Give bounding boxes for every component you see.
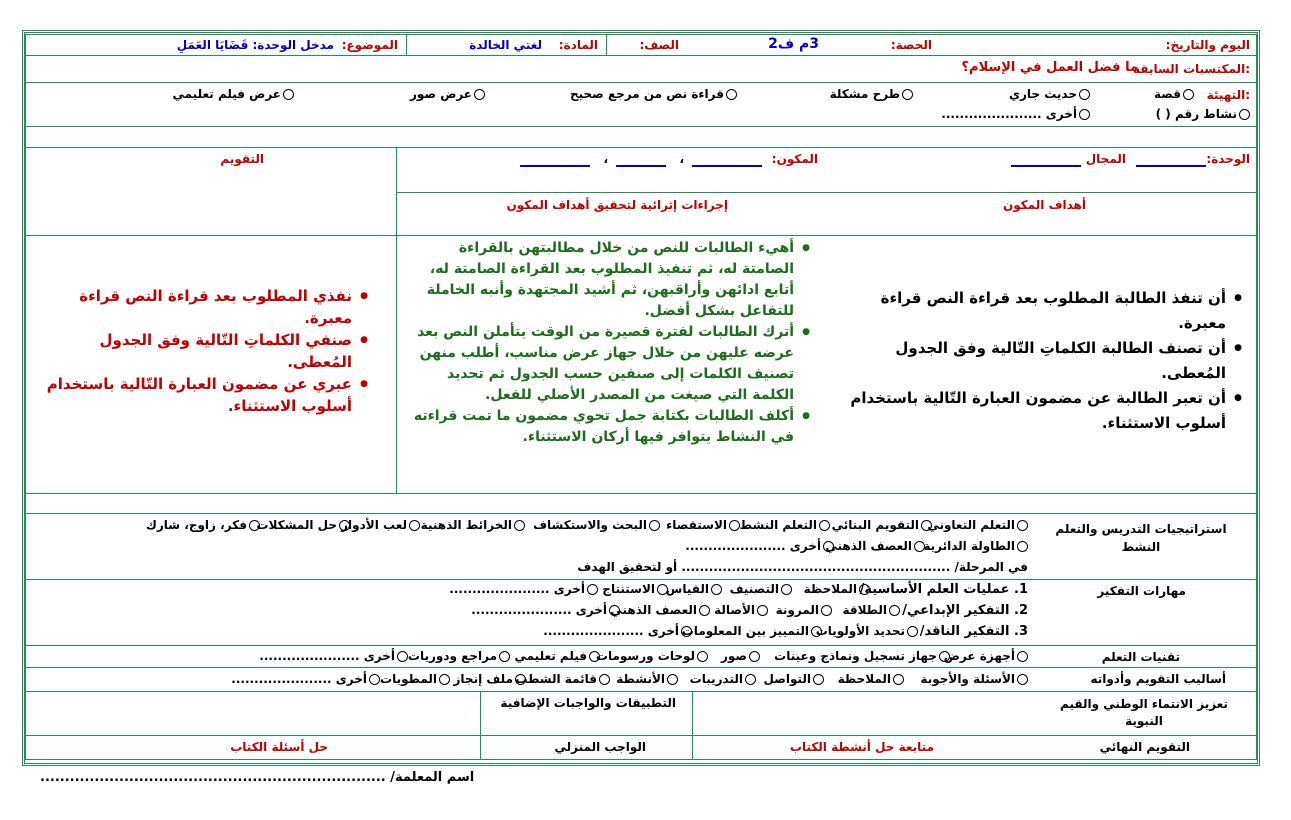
prior-row bbox=[25, 56, 1257, 83]
radio-icon bbox=[889, 605, 900, 616]
warmup-option-problem[interactable]: طرح مشكلة bbox=[830, 87, 913, 101]
thinking-l2-other[interactable]: أخرى ...................... bbox=[471, 603, 620, 617]
values-row bbox=[25, 692, 1257, 736]
radio-icon bbox=[249, 520, 260, 531]
radio-icon bbox=[921, 520, 932, 531]
procedure-item: ● أهيء الطالبات للنص من خلال مطالبتهن بالقراءة الصامتة له، ثم تنفيذ المطلوب بعد القراءة الصامتة له، أتابع ادائهن وأراقبهن، ثم أشيد المجتهدة وأنبه الخاملة للتفاعل بشكل أفضل. bbox=[404, 238, 794, 322]
thinking-options-cell bbox=[24, 580, 1030, 645]
component-blank-1[interactable] bbox=[692, 152, 762, 171]
procedure-item: ● أترك الطالبات لفترة قصيرة من الوقت يتأملن النص بعد عرضه عليهن من خلال جهاز عرض مناسب، أطلب منهن تصنيف الكلمات إلى صنفين حسب الجدول ثم تحديد الكلمة التي صيغت من المصدر الأصلي للفعل. bbox=[404, 322, 794, 406]
radio-icon bbox=[914, 541, 925, 552]
component-subhead-divider bbox=[397, 192, 826, 193]
assessment-row bbox=[25, 668, 1257, 692]
tech-film[interactable]: فيلم تعليمي bbox=[514, 649, 600, 663]
strategy-think-pair-share[interactable]: فكر، زاوج، شارك bbox=[146, 518, 260, 532]
teacher-name-line[interactable]: اسم المعلمة/ ...................................................................... bbox=[40, 770, 475, 785]
thinking-classify[interactable]: التصنيف bbox=[730, 582, 792, 596]
evaluation-head-cell bbox=[24, 148, 396, 235]
strategies-label: استراتيجيات التدريس والتعلم النشط bbox=[1055, 522, 1227, 554]
day-date-cell[interactable] bbox=[934, 35, 1256, 55]
warmup-option-film[interactable]: عرض فيلم تعليمي bbox=[173, 87, 295, 101]
strategies-row bbox=[25, 514, 1257, 580]
assessment-label-cell bbox=[1030, 668, 1256, 691]
thinking-l1-head: 1. عمليات العلم الأساسية/ bbox=[859, 582, 1028, 597]
evaluation-item: ● عبري عن مضمون العبارة التّالية باستخدام أسلوب الاستثناء. bbox=[32, 373, 352, 417]
assess-brochures[interactable]: المطويات bbox=[380, 672, 450, 686]
tech-boards[interactable]: لوحات ورسومات bbox=[596, 649, 708, 663]
techniques-options-cell bbox=[24, 646, 1030, 667]
values-label: تعزيز الانتماء الوطني والقيم النبوية bbox=[1060, 697, 1228, 728]
radio-icon bbox=[1017, 541, 1028, 552]
values-label-cell bbox=[1030, 692, 1256, 735]
warmup-label: التهيئة: bbox=[1206, 88, 1250, 102]
radio-icon bbox=[609, 605, 620, 616]
applications-label: التطبيقات والواجبات الإضافية bbox=[500, 696, 676, 710]
radio-icon bbox=[726, 89, 737, 100]
radio-icon bbox=[369, 674, 380, 685]
topic-cell[interactable] bbox=[24, 35, 406, 55]
unit-subhead-divider bbox=[826, 192, 1256, 193]
strategies-label-cell bbox=[1030, 514, 1256, 579]
applications-input-cell[interactable] bbox=[24, 692, 480, 735]
thinking-priorities[interactable]: تحديد الأولويات bbox=[816, 624, 918, 638]
unit-row bbox=[25, 148, 1257, 236]
class-label: الصف: bbox=[639, 38, 679, 52]
assess-other[interactable]: أخرى ...................... bbox=[231, 672, 380, 686]
period-cell[interactable] bbox=[829, 35, 934, 55]
thinking-row bbox=[25, 580, 1257, 646]
radio-icon bbox=[589, 651, 600, 662]
radio-icon bbox=[1239, 109, 1250, 120]
thinking-l3-head: 3. التفكير الناقد/ bbox=[919, 624, 1028, 639]
radio-icon bbox=[902, 89, 913, 100]
radio-icon bbox=[819, 520, 830, 531]
radio-icon bbox=[907, 626, 918, 637]
radio-icon bbox=[859, 584, 870, 595]
thinking-measure[interactable]: القياس bbox=[666, 582, 722, 596]
radio-icon bbox=[745, 674, 756, 685]
assess-checklist[interactable]: قائمة الشطب bbox=[515, 672, 610, 686]
radio-icon bbox=[749, 651, 760, 662]
assess-communication[interactable]: التواصل bbox=[764, 672, 824, 686]
evaluation-item: ● نفذي المطلوب بعد قراءة النص قراءة معبرة. bbox=[32, 285, 352, 329]
radio-icon bbox=[893, 674, 904, 685]
radio-icon bbox=[1017, 674, 1028, 685]
goals-list bbox=[836, 286, 1244, 436]
homework-label: الواجب المنزلي bbox=[554, 740, 646, 754]
class-value: 3م ف2 bbox=[768, 36, 819, 52]
goal-item: ● أن تنفذ الطالبة المطلوب بعد قراءة النص قراءة معبرة. bbox=[836, 286, 1226, 336]
radio-icon bbox=[1017, 651, 1028, 662]
thinking-fluency[interactable]: الطلاقة bbox=[842, 603, 900, 617]
strategy-brainstorm[interactable]: العصف الذهني bbox=[825, 539, 925, 553]
day-date-label: اليوم والتاريخ: bbox=[1165, 38, 1250, 52]
assess-activities[interactable]: الأنشطة bbox=[616, 672, 678, 686]
radio-icon bbox=[1079, 89, 1090, 100]
radio-icon bbox=[939, 651, 950, 662]
subject-cell[interactable] bbox=[406, 35, 606, 55]
final-row bbox=[25, 736, 1257, 760]
warmup-option-activity[interactable]: نشاط رقم ( ) bbox=[1156, 107, 1250, 121]
procedure-item: ● أكلف الطالبات بكتابة جمل تحوي مضمون ما تمت قراءته في النشاط يتوافر فيها أركان الاستثناء. bbox=[404, 406, 794, 448]
final-eval-cell bbox=[1030, 736, 1256, 759]
radio-icon bbox=[681, 626, 692, 637]
component-blank-2[interactable] bbox=[616, 152, 666, 171]
header-row bbox=[25, 34, 1257, 56]
radio-icon bbox=[697, 651, 708, 662]
procedures-cell bbox=[396, 236, 826, 493]
strategy-cooperative[interactable]: التعلم التعاوني bbox=[927, 518, 1028, 532]
assess-qa[interactable]: الأسئلة والأجوبة bbox=[920, 672, 1028, 686]
radio-icon bbox=[1017, 520, 1028, 531]
strategy-stage-line[interactable]: في المرحلة/ ........................................................... أو لتحقيق الهدف bbox=[577, 560, 1028, 574]
thinking-l2-head: 2. التفكير الإبداعي/ bbox=[902, 603, 1028, 618]
goal-item: ● أن تعبر الطالبة عن مضمون العبارة التّالية باستخدام أسلوب الاستثناء. bbox=[836, 386, 1226, 436]
techniques-label-cell bbox=[1030, 646, 1256, 667]
procedures-subhead: إجراءات إثرائية لتحقيق أهداف المكون bbox=[506, 198, 728, 212]
radio-icon bbox=[1183, 89, 1194, 100]
field-blank[interactable] bbox=[1011, 152, 1081, 171]
assess-exercises[interactable]: التدريبات bbox=[690, 672, 756, 686]
radio-icon bbox=[515, 674, 526, 685]
spacer-row bbox=[25, 127, 1257, 148]
strategy-problem-solving[interactable]: حل المشكلات bbox=[256, 518, 350, 532]
component-cell bbox=[396, 148, 826, 235]
subject-value: لغتي الخالدة bbox=[469, 38, 542, 52]
thinking-brainstorm[interactable]: العصف الذهني bbox=[610, 603, 710, 617]
strategies-options-cell bbox=[24, 514, 1030, 579]
unit-label: الوحدة: bbox=[1206, 152, 1250, 166]
goals-subhead: أهداف المكون bbox=[1002, 198, 1086, 212]
component-label: المكون: bbox=[771, 152, 818, 166]
techniques-label: تقنيات التعلم bbox=[1101, 650, 1180, 664]
assess-observation[interactable]: الملاحظة bbox=[838, 672, 904, 686]
spacer-row-2 bbox=[25, 494, 1257, 514]
assessment-options-cell bbox=[24, 668, 1030, 691]
strategy-roundtable[interactable]: الطاولة الدائرية bbox=[923, 539, 1028, 553]
strategy-formative[interactable]: التقويم البنائي bbox=[832, 518, 932, 532]
radio-icon bbox=[339, 520, 350, 531]
tech-projectors[interactable]: أجهزة عرض bbox=[944, 649, 1028, 663]
thinking-flexibility[interactable]: المرونة bbox=[776, 603, 832, 617]
warmup-option-reading[interactable]: قراءة نص من مرجع صحيح bbox=[570, 87, 737, 101]
follow-cell bbox=[692, 736, 1030, 759]
thinking-distinguish[interactable]: التمييز بين المعلومات bbox=[682, 624, 822, 638]
subject-label: المادة: bbox=[558, 38, 598, 52]
strategy-inquiry[interactable]: الاستقصاء bbox=[666, 518, 740, 532]
warmup-row bbox=[25, 83, 1257, 127]
goals-cell bbox=[826, 236, 1256, 493]
radio-icon bbox=[729, 520, 740, 531]
thinking-observe[interactable]: الملاحظة bbox=[804, 582, 870, 596]
warmup-option-story[interactable]: قصة bbox=[1154, 87, 1194, 101]
radio-icon bbox=[587, 584, 598, 595]
radio-icon bbox=[699, 605, 710, 616]
class-cell[interactable] bbox=[606, 35, 829, 55]
warmup-option-other[interactable]: أخرى ...................... bbox=[941, 107, 1090, 121]
radio-icon bbox=[1079, 109, 1090, 120]
radio-icon bbox=[757, 605, 768, 616]
evaluation-cell bbox=[24, 236, 396, 493]
field-label: المجال bbox=[1085, 152, 1126, 166]
radio-icon bbox=[813, 674, 824, 685]
thinking-l3-other[interactable]: أخرى ...................... bbox=[543, 624, 692, 638]
evaluation-item: ● صنفي الكلماتِ التّالية وفق الجدول المُعطى. bbox=[32, 329, 352, 373]
radio-icon bbox=[649, 520, 660, 531]
evaluation-list bbox=[32, 285, 370, 417]
radio-icon bbox=[409, 520, 420, 531]
radio-icon bbox=[283, 89, 294, 100]
radio-icon bbox=[821, 605, 832, 616]
assess-portfolio[interactable]: ملف إنجاز bbox=[454, 672, 526, 686]
period-label: الحصة: bbox=[890, 38, 932, 52]
radio-icon bbox=[599, 674, 610, 685]
assessment-label: أساليب التقويم وأدواته bbox=[1090, 672, 1226, 686]
evaluation-label: التقويم bbox=[220, 152, 264, 166]
component-comma-1: ، bbox=[679, 152, 684, 166]
tech-references[interactable]: مراجع ودوريات bbox=[408, 649, 510, 663]
main-body-row bbox=[25, 236, 1257, 494]
strategy-active[interactable]: التعلم النشط bbox=[740, 518, 830, 532]
strategy-research[interactable]: البحث والاستكشاف bbox=[533, 518, 660, 532]
topic-value: مدخل الوحدة: قَضَايَا العَمَلِ bbox=[176, 38, 334, 52]
prior-label: المكتسبات السابقة: bbox=[1133, 62, 1250, 76]
thinking-originality[interactable]: الأصالة bbox=[714, 603, 768, 617]
strategy-roleplay[interactable]: لعب الأدوار bbox=[341, 518, 420, 532]
thinking-infer[interactable]: الاستنتاج bbox=[602, 582, 668, 596]
thinking-label-cell bbox=[1030, 580, 1256, 645]
radio-icon bbox=[811, 626, 822, 637]
final-eval-label: التقويم النهائي bbox=[1099, 740, 1190, 754]
book-questions-label: حل أسئلة الكتاب bbox=[230, 740, 328, 754]
radio-icon bbox=[439, 674, 450, 685]
radio-icon bbox=[667, 674, 678, 685]
tech-other[interactable]: أخرى ...................... bbox=[259, 649, 408, 663]
thinking-label: مهارات التفكير bbox=[1097, 584, 1186, 598]
component-blank-3[interactable] bbox=[520, 152, 590, 171]
goal-item: ● أن تصنف الطالبة الكلماتِ التّالية وفق الجدول المُعطى. bbox=[836, 336, 1226, 386]
warmup-option-talk[interactable]: حديث جاري bbox=[1009, 87, 1090, 101]
radio-icon bbox=[781, 584, 792, 595]
radio-icon bbox=[397, 651, 408, 662]
homework-cell bbox=[480, 736, 692, 759]
tech-images[interactable]: صور bbox=[721, 649, 760, 663]
strategy-mindmaps[interactable]: الخرائط الذهنية bbox=[421, 518, 525, 532]
values-input-cell[interactable] bbox=[692, 692, 1030, 735]
thinking-l1-other[interactable]: أخرى ...................... bbox=[449, 582, 598, 596]
unit-field-cell bbox=[826, 148, 1256, 235]
radio-icon bbox=[499, 651, 510, 662]
warmup-option-images[interactable]: عرض صور bbox=[410, 87, 485, 101]
component-comma-2: ، bbox=[603, 152, 608, 166]
book-questions-cell bbox=[24, 736, 480, 759]
procedures-list bbox=[404, 238, 812, 448]
strategy-other[interactable]: أخرى ...................... bbox=[685, 539, 834, 553]
techniques-row bbox=[25, 646, 1257, 668]
unit-blank[interactable] bbox=[1136, 152, 1206, 171]
radio-icon bbox=[514, 520, 525, 531]
tech-recorder[interactable]: جهاز تسجيل ونماذج وعينات bbox=[774, 649, 950, 663]
radio-icon bbox=[657, 584, 668, 595]
topic-label: الموضوع: bbox=[341, 38, 398, 52]
follow-label: متابعة حل أنشطة الكتاب bbox=[789, 740, 934, 754]
applications-cell bbox=[480, 692, 692, 735]
prior-value: ما فضل العمل في الإسلام؟ bbox=[961, 60, 1138, 75]
radio-icon bbox=[823, 541, 834, 552]
radio-icon bbox=[474, 89, 485, 100]
radio-icon bbox=[711, 584, 722, 595]
